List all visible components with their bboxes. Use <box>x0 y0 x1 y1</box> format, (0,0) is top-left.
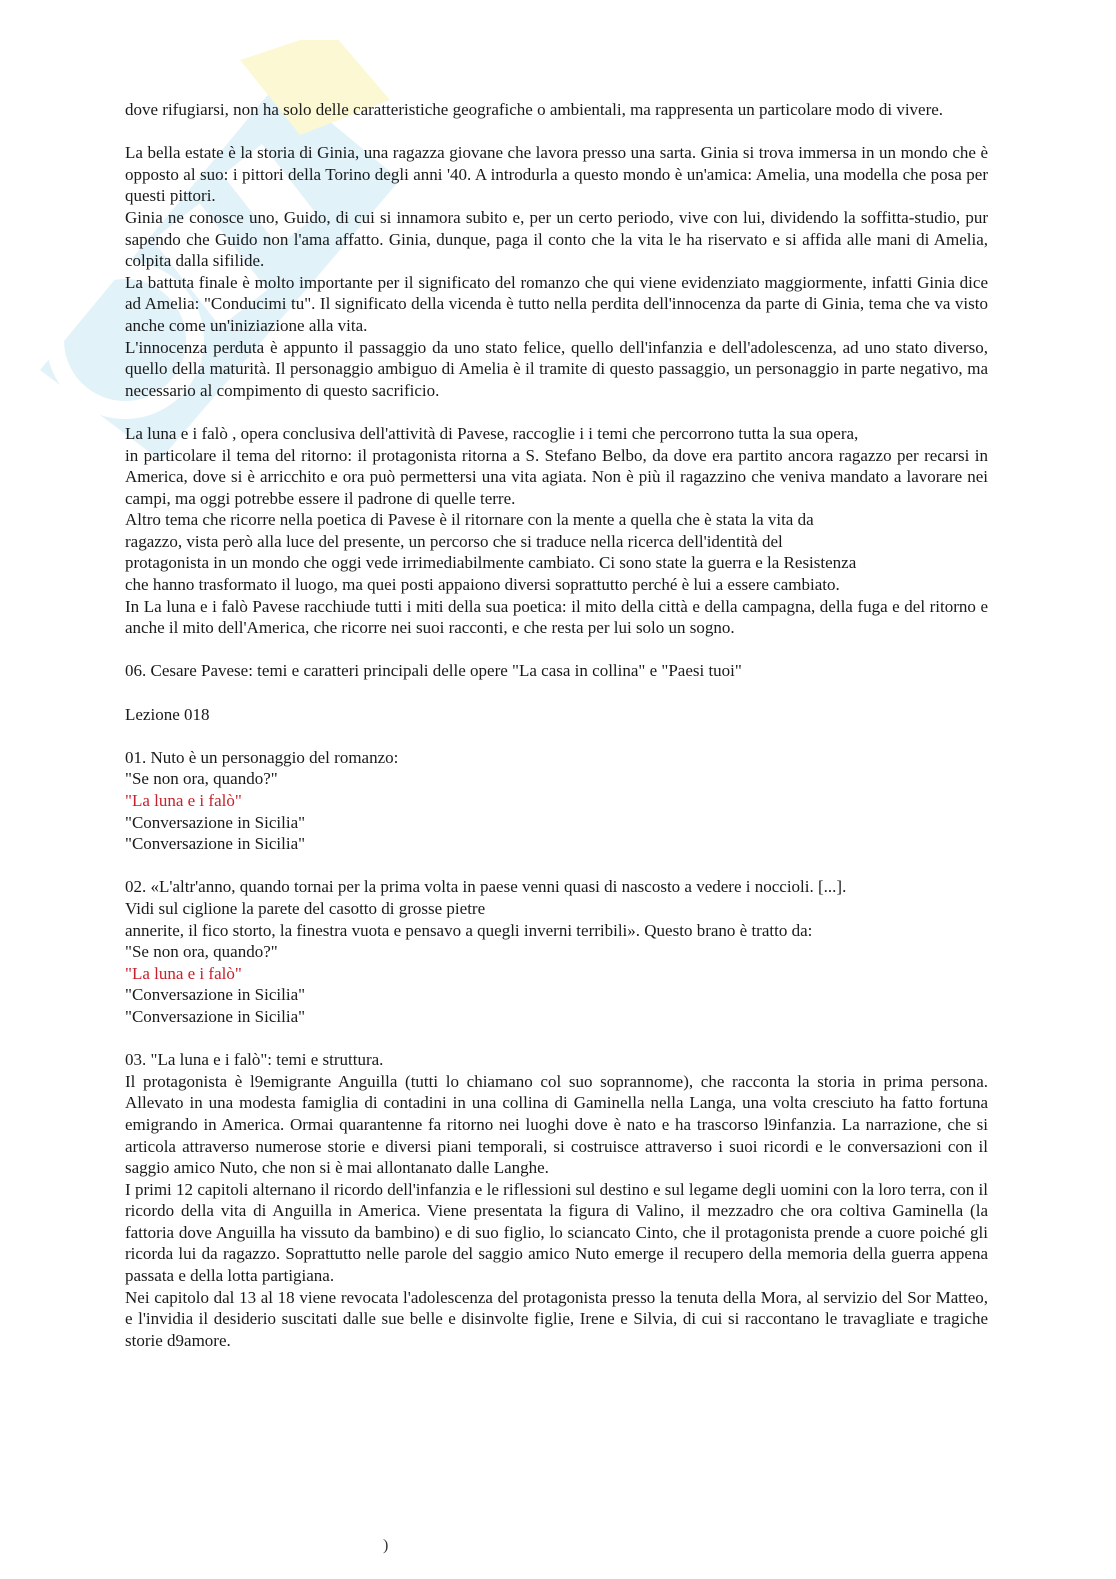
option: "Conversazione in Sicilia" <box>125 1006 306 1026</box>
paragraph: La battuta finale è molto importante per il significato del romanzo che qui viene evidenziato maggiormente, infatti Ginia dice ad Amelia: "Conducimi tu". Il significato della vicenda è tutto nella perdita dell'innocenza da parte di Ginia, tema che va visto anche come un'iniziazione alla vita. <box>125 272 988 335</box>
paragraph-line: La luna e i falò , opera conclusiva dell'attività di Pavese, raccoglie i i temi che percorrono tutta la sua opera, <box>125 423 859 443</box>
paragraph: L'innocenza perduta è appunto il passaggio da uno stato felice, quello dell'infanzia e dell'adolescenza, ad uno stato diverso, quello della maturità. Il personaggio ambiguo di Amelia è il tramite di questo passaggio, un personaggio in parte negativo, ma necessario al compimento di questo sacrificio. <box>125 337 988 400</box>
spacer <box>125 121 988 143</box>
header-mark <box>540 0 564 4</box>
paragraph-line: ragazzo, vista però alla luce del presente, un percorso che si traduce nella ricerca dell'identità del <box>125 531 783 551</box>
paragraph-line: protagonista in un mondo che oggi vede irrimediabilmente cambiato. Ci sono state la guerra e la Resistenza <box>125 553 857 573</box>
paragraph: In La luna e i falò Pavese racchiude tutti i miti della sua poetica: il mito della città e della campagna, della fuga e del ritorno e anche il mito dell'America, che ricorre nei suoi racconti, e che resta per lui solo un sogno. <box>125 596 988 638</box>
spacer <box>125 639 988 661</box>
spacer <box>125 725 988 747</box>
question-02-line: Vidi sul ciglione la parete del casotto di grosse pietre <box>125 898 486 918</box>
paragraph-line: Altro tema che ricorre nella poetica di Pavese è il ritornare con la mente a quella che è stata la vita da <box>125 510 814 530</box>
spacer <box>125 1028 988 1050</box>
option: "Conversazione in Sicilia" <box>125 812 306 832</box>
option: "Se non ora, quando?" <box>125 942 278 962</box>
page-footer: ) <box>383 1537 389 1554</box>
question-02: 02. «L'altr'anno, quando tornai per la prima volta in paese venni quasi di nascosto a vedere i noccioli. [...]. <box>125 877 847 897</box>
option: "Conversazione in Sicilia" <box>125 985 306 1005</box>
correct-option: "La luna e i falò" <box>125 963 242 983</box>
correct-option: "La luna e i falò" <box>125 791 242 810</box>
question-03: 03. "La luna e i falò": temi e struttura. <box>125 1050 384 1070</box>
paragraph: in particolare il tema del ritorno: il protagonista ritorna a S. Stefano Belbo, da dove era partito ancora ragazzo per recarsi in America, dove si è arricchito e ora può permettersi una vita agiata. Non è più il ragazzino che veniva mandato a lavorare nei campi, ma oggi potrebbe essere il padrone di quelle terre. <box>125 445 988 508</box>
paragraph: Ginia ne conosce uno, Guido, di cui si innamora subito e, per un certo periodo, vive con lui, dividendo la soffitta-studio, pur sapendo che Guido non l'ama affatto. Ginia, dunque, paga il conto che la vita le ha riservato e si affida alle mani di Amelia, colpita dalla sifilide. <box>125 207 988 271</box>
lesson-heading: Lezione 018 <box>125 704 210 724</box>
paragraph: La bella estate è la storia di Ginia, una ragazza giovane che lavora presso una sarta. Ginia si trova immersa in un mondo che è opposto al suo: i pittori della Torino degli anni '40. A introdurla a questo mondo è un'amica: Amelia, una modella che posa per questi pittori. <box>125 143 988 206</box>
spacer <box>125 401 988 423</box>
option: "Conversazione in Sicilia" <box>125 834 306 854</box>
answer-paragraph: Il protagonista è l9emigrante Anguilla (tutti lo chiamano col suo soprannome), che racconta la storia in prima persona. Allevato in una modesta famiglia di contadini in una collina di Gaminella nella Langa, una volta cresciuto ha fatto fortuna emigrando in America. Ormai quarantenne fa ritorno nei luoghi dove è nato e ha trascorso l9infanzia. La narrazione, che si articola attraverso numerose storie e diversi piani temporali, si costruisce attraverso i suoi ricordi e le conversazioni con il saggio amico Nuto, che non si è mai allontanato dalle Langhe. <box>125 1071 988 1178</box>
option: "Se non ora, quando?" <box>125 769 278 789</box>
spacer <box>125 855 988 877</box>
question-06: 06. Cesare Pavese: temi e caratteri principali delle opere "La casa in collina" e "Paesi tuoi" <box>125 661 742 681</box>
document-body <box>125 99 988 1351</box>
paragraph: dove rifugiarsi, non ha solo delle caratteristiche geografiche o ambientali, ma rappresenta un particolare modo di vivere. <box>125 100 944 119</box>
answer-paragraph: I primi 12 capitoli alternano il ricordo dell'infanzia e le riflessioni sul destino e sul legame degli uomini con la loro terra, con il ricordo della vita di Anguilla in America. Viene presentata la figura di Valino, il mezzadro che ora coltiva Gaminella (la fattoria dove Anguilla ha vissuto da bambino) e di suo figlio, lo sciancato Cinto, che il protagonista prende a cuore poiché gli ricorda lui da ragazzo. Soprattutto nelle parole del saggio amico Nuto emerge il recupero della memoria della guerra appena passata e della lotta partigiana. <box>125 1179 988 1286</box>
question-02-line: annerite, il fico storto, la finestra vuota e pensavo a quegli inverni terribili». Questo brano è tratto da: <box>125 920 813 940</box>
spacer <box>125 682 988 704</box>
answer-paragraph: Nei capitolo dal 13 al 18 viene revocata l'adolescenza del protagonista presso la tenuta della Mora, al servizio del Sor Matteo, e l'invidia il desiderio suscitati dalle sue belle e disinvolte figlie, Irene e Silvia, di cui si raccontano le travagliate e tragiche storie d9amore. <box>125 1287 988 1350</box>
paragraph-line: che hanno trasformato il luogo, ma quei posti appaiono diversi soprattutto perché è lui a essere cambiato. <box>125 575 840 595</box>
question-01: 01. Nuto è un personaggio del romanzo: <box>125 747 399 767</box>
